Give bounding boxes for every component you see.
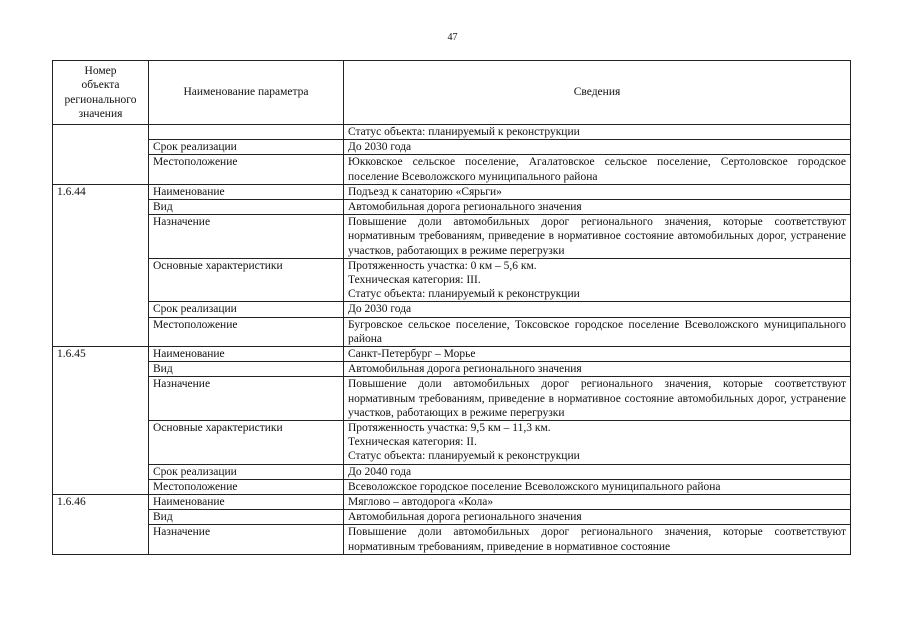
regional-objects-table xyxy=(52,60,851,555)
info-line: Мяглово – автодорога «Кола» xyxy=(348,496,494,509)
info-line: Бугровское сельское поселение, Токсовское городское поселение Всеволожского муниципального района xyxy=(348,318,846,345)
table-row xyxy=(53,362,851,377)
table-row xyxy=(53,479,851,494)
header-object-number xyxy=(53,61,149,125)
cell-parameter-name: Вид xyxy=(149,362,344,377)
cell-object-number: 1.6.44 xyxy=(53,184,149,199)
cell-information xyxy=(344,317,851,346)
cell-information xyxy=(344,464,851,479)
info-line: Техническая категория: III. xyxy=(348,274,481,287)
header-line: значения xyxy=(78,107,123,120)
info-line: Статус объекта: планируемый к реконструкции xyxy=(348,450,580,463)
cell-information xyxy=(344,421,851,465)
cell-object-number xyxy=(53,125,149,140)
cell-object-number xyxy=(53,377,149,421)
cell-object-number xyxy=(53,317,149,346)
info-line: Юкковское сельское поселение, Агалатовское сельское поселение, Сертоловское городское поселение Всеволожского муниципального района xyxy=(348,156,846,183)
cell-information xyxy=(344,302,851,317)
table-row xyxy=(53,510,851,525)
cell-object-number xyxy=(53,302,149,317)
table-body xyxy=(53,125,851,555)
info-line: До 2030 года xyxy=(348,141,412,154)
cell-parameter-name: Наименование xyxy=(149,347,344,362)
cell-object-number xyxy=(53,258,149,302)
cell-information xyxy=(344,258,851,302)
cell-object-number xyxy=(53,479,149,494)
info-line: Статус объекта: планируемый к реконструкции xyxy=(348,288,580,301)
cell-information xyxy=(344,140,851,155)
cell-information xyxy=(344,479,851,494)
cell-information xyxy=(344,525,851,554)
info-line: Протяженность участка: 9,5 км – 11,3 км. xyxy=(348,422,551,435)
table-row xyxy=(53,302,851,317)
cell-parameter-name: Срок реализации xyxy=(149,464,344,479)
cell-object-number xyxy=(53,464,149,479)
table-row xyxy=(53,155,851,184)
cell-parameter-name: Местоположение xyxy=(149,317,344,346)
cell-object-number xyxy=(53,155,149,184)
cell-object-number: 1.6.46 xyxy=(53,495,149,510)
info-line: Автомобильная дорога регионального значения xyxy=(348,363,582,376)
cell-information xyxy=(344,155,851,184)
info-line: Автомобильная дорога регионального значения xyxy=(348,201,582,214)
table-row xyxy=(53,125,851,140)
table-row xyxy=(53,258,851,302)
cell-object-number xyxy=(53,362,149,377)
info-line: Подъезд к санаторию «Сярьги» xyxy=(348,185,502,198)
table-row xyxy=(53,215,851,259)
info-line: До 2030 года xyxy=(348,303,412,316)
info-line: Техническая категория: II. xyxy=(348,436,477,449)
info-line: Повышение доли автомобильных дорог регионального значения, которые соответствуют нормативным требованиям, приведение в нормативное состояние автомобильных дорог, устранение участков, работающих в режиме перегрузки xyxy=(348,216,846,257)
header-information: Сведения xyxy=(344,61,851,125)
table-row xyxy=(53,525,851,554)
cell-parameter-name: Назначение xyxy=(149,377,344,421)
cell-parameter-name: Срок реализации xyxy=(149,302,344,317)
cell-object-number xyxy=(53,421,149,465)
page-number: 47 xyxy=(447,32,458,43)
cell-parameter-name: Наименование xyxy=(149,495,344,510)
table-row xyxy=(53,317,851,346)
cell-information xyxy=(344,184,851,199)
cell-parameter-name: Основные характеристики xyxy=(149,421,344,465)
table-row xyxy=(53,464,851,479)
cell-information xyxy=(344,125,851,140)
info-line: До 2040 года xyxy=(348,465,412,478)
table-row xyxy=(53,377,851,421)
cell-parameter-name: Основные характеристики xyxy=(149,258,344,302)
header-line: Номер xyxy=(84,65,117,78)
info-line: Протяженность участка: 0 км – 5,6 км. xyxy=(348,259,537,272)
cell-information xyxy=(344,362,851,377)
header-parameter-name: Наименование параметра xyxy=(149,61,344,125)
info-line: Статус объекта: планируемый к реконструкции xyxy=(348,126,580,138)
cell-object-number xyxy=(53,510,149,525)
cell-parameter-name: Срок реализации xyxy=(149,140,344,155)
table-row xyxy=(53,184,851,199)
cell-object-number xyxy=(53,525,149,554)
table-row xyxy=(53,200,851,215)
cell-information xyxy=(344,377,851,421)
header-line: регионального xyxy=(64,93,137,106)
cell-parameter-name: Назначение xyxy=(149,525,344,554)
info-line: Повышение доли автомобильных дорог регионального значения, которые соответствуют нормативным требованиям, приведение в нормативное состояние автомобильных дорог, устранение участков, работающих в режиме перегрузки xyxy=(348,378,846,419)
info-line: Автомобильная дорога регионального значения xyxy=(348,511,582,524)
cell-parameter-name: Вид xyxy=(149,510,344,525)
cell-information xyxy=(344,347,851,362)
cell-parameter-name xyxy=(149,125,344,140)
cell-information xyxy=(344,510,851,525)
info-line: Санкт-Петербург – Морье xyxy=(348,348,476,361)
header-line: объекта xyxy=(81,79,120,92)
cell-object-number xyxy=(53,215,149,259)
cell-parameter-name: Местоположение xyxy=(149,155,344,184)
cell-parameter-name: Местоположение xyxy=(149,479,344,494)
table-row xyxy=(53,347,851,362)
info-line: Всеволожское городское поселение Всеволожского муниципального района xyxy=(348,480,721,493)
cell-parameter-name: Наименование xyxy=(149,184,344,199)
cell-information xyxy=(344,215,851,259)
table-row xyxy=(53,495,851,510)
cell-parameter-name: Вид xyxy=(149,200,344,215)
cell-information xyxy=(344,200,851,215)
table-row xyxy=(53,140,851,155)
table-header-row xyxy=(53,61,851,125)
cell-object-number xyxy=(53,140,149,155)
cell-parameter-name: Назначение xyxy=(149,215,344,259)
info-line: Повышение доли автомобильных дорог регионального значения, которые соответствуют нормативным требованиям, приведение в нормативное состояние xyxy=(348,526,846,553)
cell-information xyxy=(344,495,851,510)
cell-object-number xyxy=(53,200,149,215)
cell-object-number: 1.6.45 xyxy=(53,347,149,362)
table-row xyxy=(53,421,851,465)
